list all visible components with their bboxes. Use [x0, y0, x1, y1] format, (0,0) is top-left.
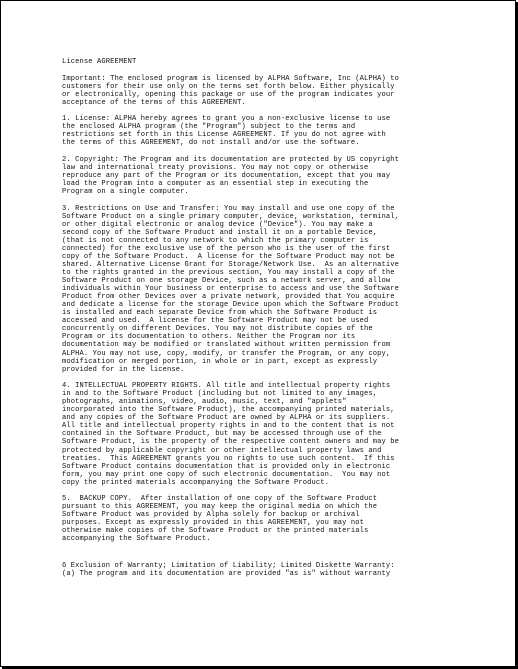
text-line: Program on a single computer.	[62, 188, 189, 197]
text-line: incorporated into the Software Product), the accompanying printed materials,	[62, 406, 395, 415]
text-line: reproduce any part of the Program or its documentation, except that you may	[62, 172, 391, 181]
text-line: Program or its documentation to others. Neither the Program nor its	[62, 333, 356, 342]
text-line: 1. License: ALPHA hereby agrees to grant you a non-exclusive license to use	[62, 115, 391, 124]
text-line: restrictions set forth in this License AGREEMENT. If you do not agree with	[62, 131, 386, 140]
text-line: load the Program into a computer as an essential step in executing the	[62, 180, 369, 189]
paragraph-license	[62, 115, 457, 147]
text-line: otherwise make copies of the Software Product or the printed materials	[62, 527, 369, 536]
text-line: law and international treaty provisions. You may not copy or otherwise	[62, 163, 369, 172]
text-line: protected by applicable copyright or other intellectual property laws and	[62, 446, 382, 455]
text-line: Software Product on one storage Device, such as a network server, and allow	[62, 277, 391, 286]
text-line: 4. INTELLECTUAL PROPERTY RIGHTS. All title and intellectual property rights	[62, 382, 391, 391]
text-line: provided for in the license.	[62, 365, 185, 374]
text-line: and any copies of the Software Product are owned by ALPHA or its suppliers.	[62, 414, 391, 423]
text-line: the terms of this AGREEMENT, do not install and/or use the software.	[62, 139, 360, 148]
text-line: 3. Restrictions on Use and Transfer: You may install and use one copy of the	[62, 204, 395, 213]
license-text	[62, 58, 457, 578]
paragraph-copyright	[62, 156, 457, 196]
text-line: in and to the Software Product (including but not limited to any images,	[62, 390, 378, 399]
text-line: or other digital electronic or analog device ("Device"). You may make a	[62, 220, 373, 229]
text-line: individuals within Your business or enterprise to access and use the Software	[62, 285, 400, 294]
text-line: 2. Copyright: The Program and its documentation are protected by US copyright	[62, 155, 400, 164]
text-line: (that is not connected to any network to which the primary computer is	[62, 236, 369, 245]
text-line: treaties. This AGREEMENT grants you no rights to use such content. If this	[62, 454, 395, 463]
text-line: second copy of the Software Product and install it on a portable Device,	[62, 228, 378, 237]
text-line: Product from other Devices over a private network, provided that You acquire	[62, 293, 395, 302]
text-line: to the rights granted in the previous section, You may install a copy of the	[62, 269, 395, 278]
text-line: copy of the Software Product. A license for the Software Product may not be	[62, 252, 395, 261]
text-line: concurrently on different Devices. You may not distribute copies of the	[62, 325, 373, 334]
text-line: is installed and each separate Device from which the Software Product is	[62, 309, 378, 318]
text-line: or electronically, opening this package or use of the program indicates your	[62, 90, 395, 99]
text-line: Software Product contains documentation that is provided only in electronic	[62, 462, 391, 471]
text-line: Software Product was provided by Alpha solely for backup or archival	[62, 511, 360, 520]
paragraph-important	[62, 75, 457, 107]
text-line: 6 Exclusion of Warranty; Limitation of Liability; Limited Diskette Warranty:	[62, 561, 395, 570]
paragraph-backup-copy	[62, 495, 457, 543]
text-line: customers for their use only on the terms set forth below. Either physically	[62, 82, 395, 91]
text-line: All title and intellectual property rights in and to the content that is not	[62, 422, 395, 431]
text-line: Software Product on a single primary computer, device, workstation, terminal,	[62, 212, 400, 221]
text-line: documentation may be modified or translated without written permission from	[62, 341, 391, 350]
text-line: Software Product, is the property of the respective content owners and may be	[62, 438, 400, 447]
text-line: modification or merged portion, in whole or in part, except as expressly	[62, 357, 378, 366]
text-line: the enclosed ALPHA program (the "Program") subject to the terms and	[62, 123, 356, 132]
document-title: License AGREEMENT	[62, 58, 137, 66]
text-line: 5. BACKUP COPY. After installation of one copy of the Software Product	[62, 495, 378, 504]
text-line: (a) The program and its documentation are provided "as is" without warranty	[62, 569, 391, 578]
text-line: purposes. Except as expressly provided in this AGREEMENT, you may not	[62, 519, 365, 528]
text-line: Important: The enclosed program is licensed by ALPHA Software, Inc (ALPHA) to	[62, 74, 400, 83]
paragraph-intellectual-property	[62, 382, 457, 487]
text-line: accessed and used. A license for the Software Product may not be used	[62, 317, 369, 326]
paragraph-exclusion-of-warranty	[62, 562, 457, 578]
text-line: ALPHA. You may not use, copy, modify, or transfer the Program, or any copy,	[62, 349, 391, 358]
text-line: pursuant to this AGREEMENT, you may keep the original media on which the	[62, 503, 378, 512]
text-line: connected) for the exclusive use of the person who is the user of the first	[62, 244, 391, 253]
text-line: copy the printed materials accompanying the Software Product.	[62, 478, 329, 487]
text-line: and dedicate a license for the storage Device upon which the Software Product	[62, 301, 400, 310]
text-line: acceptance of the terms of this AGREEMENT.	[62, 98, 246, 107]
text-line: contained in the Software Product, but may be accessed through use of the	[62, 430, 382, 439]
text-line: photographs, animations, video, audio, music, text, and "applets"	[62, 398, 347, 407]
text-line: accompanying the Software Product.	[62, 535, 211, 544]
text-line: shared. Alternative License Grant for Storage/Network Use. As an alternative	[62, 260, 400, 269]
paragraph-restrictions	[62, 205, 457, 374]
text-line: form, you may print one copy of such electronic documentation. You may not	[62, 470, 391, 479]
